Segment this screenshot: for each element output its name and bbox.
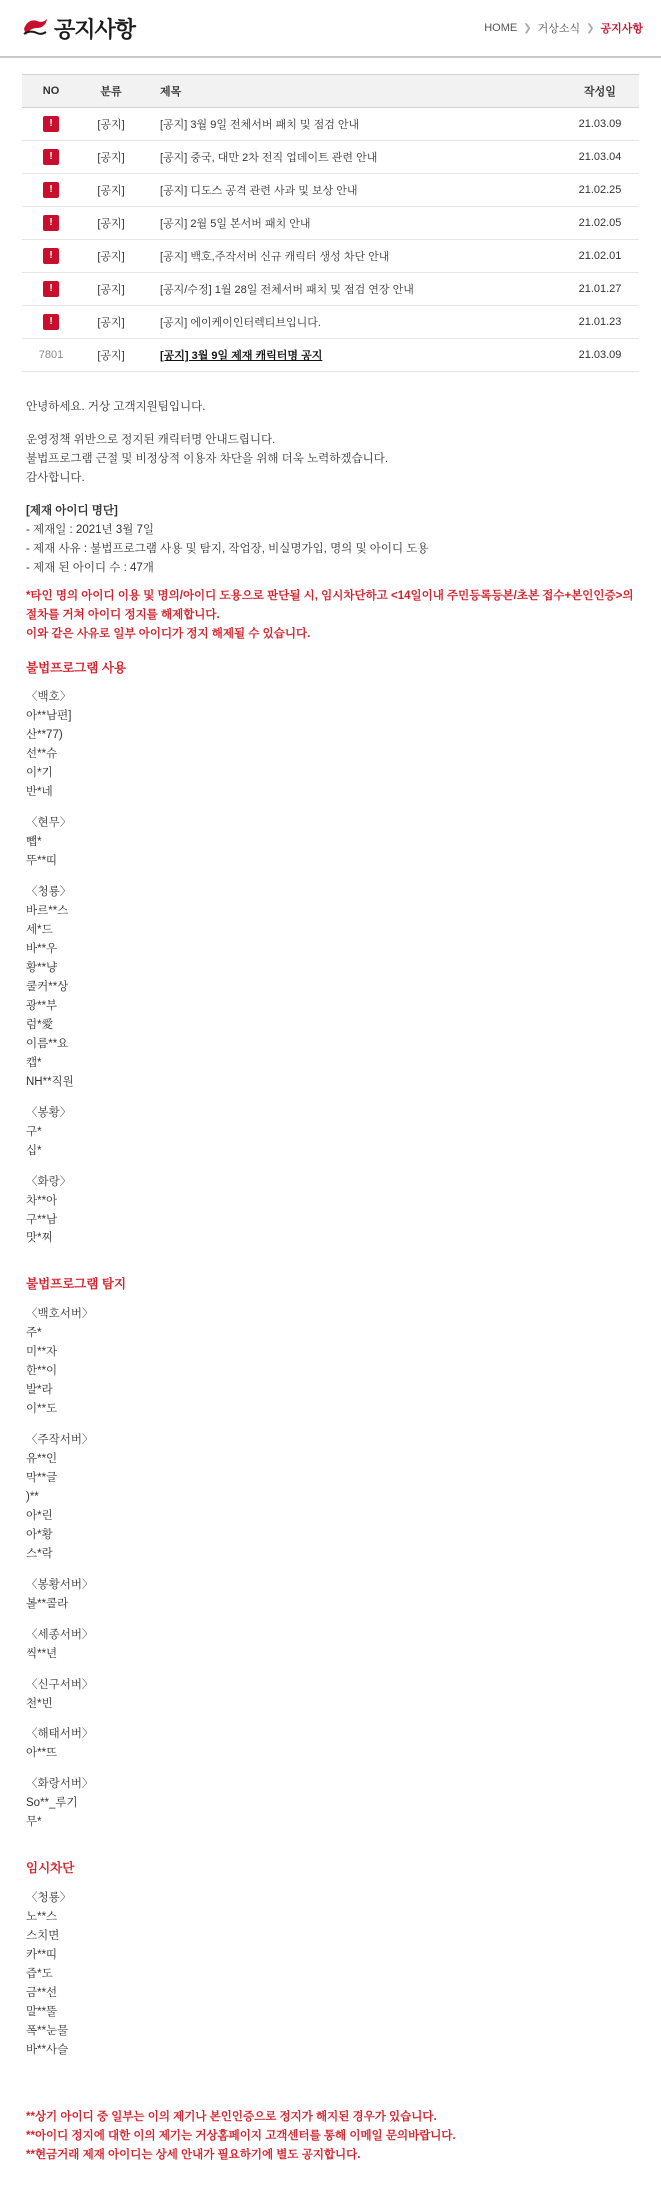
banned-name: 노**스 bbox=[26, 1910, 58, 1923]
server-group bbox=[26, 1889, 635, 2060]
banned-name: 막**글 bbox=[26, 1471, 58, 1484]
table-row[interactable] bbox=[22, 207, 639, 240]
breadcrumb-home[interactable]: HOME bbox=[484, 22, 518, 34]
breadcrumb-separator-icon: ❯ bbox=[586, 22, 595, 34]
row-title-cell bbox=[142, 273, 561, 306]
greeting-text: 안녕하세요. 거상 고객지원팀입니다. bbox=[26, 401, 206, 413]
row-category: [공지] bbox=[80, 174, 142, 207]
row-number bbox=[22, 174, 80, 207]
server-group bbox=[26, 1626, 635, 1664]
row-number bbox=[22, 141, 80, 174]
server-group bbox=[26, 883, 635, 1092]
notice-title-link[interactable]: [공지/수정] 1월 28일 전체서버 패치 및 점검 연장 안내 bbox=[160, 284, 414, 296]
intro-line-2: 불법프로그램 근절 및 비정상적 이용자 차단을 위해 더욱 노력하겠습니다. bbox=[26, 452, 389, 465]
banned-name: )** bbox=[26, 1490, 39, 1503]
column-header-no: NO bbox=[22, 75, 80, 108]
server-group bbox=[26, 1305, 635, 1419]
server-label: 〈봉황서버〉 bbox=[26, 1578, 94, 1591]
banned-name: 말**뚤 bbox=[26, 2005, 58, 2018]
banned-name: 스치면 bbox=[26, 1929, 60, 1942]
row-date: 21.03.09 bbox=[561, 108, 639, 141]
server-label: 〈신구서버〉 bbox=[26, 1678, 94, 1691]
intro-line-1: 운영정책 위반으로 정지된 캐릭터명 안내드립니다. bbox=[26, 433, 276, 446]
section-heading: 임시차단 bbox=[26, 1861, 75, 1876]
banned-name: 천*빈 bbox=[26, 1697, 53, 1710]
server-label: 〈화랑〉 bbox=[26, 1175, 72, 1188]
banned-name: 한**이 bbox=[26, 1364, 58, 1377]
table-header-row bbox=[22, 75, 639, 108]
intro-line-3: 감사합니다. bbox=[26, 471, 85, 484]
notice-badge-icon: ! bbox=[43, 215, 59, 231]
column-header-title: 제목 bbox=[142, 75, 561, 108]
breadcrumb-news[interactable]: 거상소식 bbox=[537, 23, 581, 35]
notice-badge-icon: ! bbox=[43, 248, 59, 264]
banned-name: 유**인 bbox=[26, 1452, 58, 1465]
notice-title-link[interactable]: [공지] 백호,주작서버 신규 캐릭터 생성 차단 안내 bbox=[160, 251, 390, 263]
row-category: [공지] bbox=[80, 240, 142, 273]
banned-name: 반*네 bbox=[26, 786, 53, 799]
banned-name: 산**77) bbox=[26, 729, 63, 742]
banned-name: 구**남 bbox=[26, 1213, 58, 1226]
banned-name: 무* bbox=[26, 1816, 42, 1829]
row-title-cell bbox=[142, 240, 561, 273]
row-title-cell bbox=[142, 141, 561, 174]
server-group bbox=[26, 1725, 635, 1763]
ban-sections bbox=[26, 658, 635, 2086]
row-number: 7801 bbox=[22, 339, 80, 372]
footer-note-2: **아이디 정지에 대한 이의 제기는 거상홈페이지 고객센터를 통해 이메일 문의바랍니다. bbox=[26, 2129, 456, 2142]
server-label: 〈세종서버〉 bbox=[26, 1628, 94, 1641]
server-label: 〈화랑서버〉 bbox=[26, 1778, 94, 1791]
banned-name: 바**사슬 bbox=[26, 2043, 69, 2056]
notice-table-body bbox=[22, 108, 639, 372]
server-label: 〈현무〉 bbox=[26, 817, 72, 830]
footer-note-3: **현금거래 제재 아이디는 상세 안내가 필요하기에 별도 공지합니다. bbox=[26, 2148, 361, 2161]
warning-line-1: *타인 명의 아이디 이용 및 명의/아이디 도용으로 판단될 시, 임시차단하고 <14일이내 주민등록등본/초본 접수+본인인증>의 절차를 거쳐 아이디 정지를 해제합니다. bbox=[26, 589, 634, 621]
breadcrumb-separator-icon: ❯ bbox=[523, 22, 532, 34]
notice-title-link[interactable]: [공지] 중국, 대만 2차 전직 업데이트 관련 안내 bbox=[160, 152, 378, 164]
server-label: 〈백호서버〉 bbox=[26, 1308, 94, 1321]
column-header-date: 작성일 bbox=[561, 75, 639, 108]
server-label: 〈백호〉 bbox=[26, 691, 72, 704]
breadcrumb bbox=[484, 20, 643, 36]
logo[interactable] bbox=[22, 13, 135, 44]
banned-name: 뚜**띠 bbox=[26, 855, 58, 868]
logo-text: 공지사항 bbox=[54, 16, 136, 42]
table-row[interactable] bbox=[22, 108, 639, 141]
banned-name: 폭**눈물 bbox=[26, 2024, 69, 2037]
banned-name: 선**슈 bbox=[26, 748, 58, 761]
notice-badge-icon: ! bbox=[43, 314, 59, 330]
server-group bbox=[26, 1576, 635, 1614]
row-date: 21.02.05 bbox=[561, 207, 639, 240]
row-number bbox=[22, 273, 80, 306]
section-spacer bbox=[26, 1260, 635, 1274]
banned-name: 주* bbox=[26, 1327, 42, 1340]
notice-badge-icon: ! bbox=[43, 182, 59, 198]
table-row[interactable] bbox=[22, 240, 639, 273]
server-group bbox=[26, 814, 635, 871]
notice-title-link[interactable]: [공지] 2월 5일 본서버 패치 안내 bbox=[160, 218, 311, 230]
banned-name: 맛*찌 bbox=[26, 1232, 53, 1245]
notice-badge-icon: ! bbox=[43, 116, 59, 132]
row-category: [공지] bbox=[80, 339, 142, 372]
row-date: 21.03.04 bbox=[561, 141, 639, 174]
banned-name: 광**부 bbox=[26, 999, 58, 1012]
row-category: [공지] bbox=[80, 207, 142, 240]
server-group bbox=[26, 1431, 635, 1564]
section-spacer bbox=[26, 2072, 635, 2086]
row-title-cell bbox=[142, 306, 561, 339]
row-date: 21.01.27 bbox=[561, 273, 639, 306]
server-group bbox=[26, 1173, 635, 1249]
banned-name: 캡* bbox=[26, 1056, 42, 1069]
banned-name: 씩**년 bbox=[26, 1647, 58, 1660]
banned-name: 아**남편] bbox=[26, 710, 72, 723]
row-number bbox=[22, 108, 80, 141]
notice-badge-icon: ! bbox=[43, 149, 59, 165]
banned-name: 아*황 bbox=[26, 1528, 53, 1541]
row-title-cell bbox=[142, 108, 561, 141]
site-header bbox=[0, 0, 661, 58]
summary-title: [제재 아이디 명단] bbox=[26, 504, 118, 517]
notice-title-link[interactable]: [공지] 에이케이인터렉티브입니다. bbox=[160, 317, 321, 329]
server-label: 〈해태서버〉 bbox=[26, 1728, 94, 1741]
row-category: [공지] bbox=[80, 273, 142, 306]
row-date: 21.02.01 bbox=[561, 240, 639, 273]
row-date: 21.01.23 bbox=[561, 306, 639, 339]
row-date: 21.02.25 bbox=[561, 174, 639, 207]
banned-name: 금**선 bbox=[26, 1986, 58, 1999]
banned-name: 쿨커**상 bbox=[26, 980, 69, 993]
breadcrumb-notice[interactable]: 공지사항 bbox=[600, 23, 643, 35]
banned-name: 즙*도 bbox=[26, 1967, 53, 1980]
section-heading: 불법프로그램 사용 bbox=[26, 660, 127, 675]
banned-name: 세*드 bbox=[26, 923, 53, 936]
banned-name: 차**아 bbox=[26, 1194, 58, 1207]
banned-name: 바르**스 bbox=[26, 904, 69, 917]
banned-name: 카**띠 bbox=[26, 1948, 58, 1961]
server-group bbox=[26, 1104, 635, 1161]
notice-title-link[interactable]: [공지] 3월 9일 전체서버 패치 및 점검 안내 bbox=[160, 119, 360, 131]
warning-line-2: 이와 같은 사유로 일부 아이디가 정지 해제될 수 있습니다. bbox=[26, 627, 311, 640]
banned-name: 뺍* bbox=[26, 836, 42, 849]
server-label: 〈주작서버〉 bbox=[26, 1433, 94, 1446]
article-content bbox=[0, 372, 661, 2205]
table-row[interactable] bbox=[22, 306, 639, 339]
summary-line-1: - 제재일 : 2021년 3월 7일 bbox=[26, 523, 155, 536]
table-row[interactable] bbox=[22, 141, 639, 174]
notice-title-link[interactable]: [공지] 3월 9일 제재 캐릭터명 공지 bbox=[160, 350, 323, 362]
row-number bbox=[22, 207, 80, 240]
notice-badge-icon: ! bbox=[43, 281, 59, 297]
row-category: [공지] bbox=[80, 108, 142, 141]
banned-name: 럼*愛 bbox=[26, 1018, 54, 1031]
banned-name: NH**직원 bbox=[26, 1075, 74, 1088]
table-row[interactable] bbox=[22, 174, 639, 207]
server-label: 〈청룡〉 bbox=[26, 886, 72, 898]
banned-name: 이름**요 bbox=[26, 1037, 69, 1050]
server-group bbox=[26, 1775, 635, 1832]
footer-notes bbox=[26, 2108, 635, 2165]
server-label: 〈청룡〉 bbox=[26, 1891, 72, 1904]
row-number bbox=[22, 240, 80, 273]
column-header-category: 분류 bbox=[80, 75, 142, 108]
row-category: [공지] bbox=[80, 306, 142, 339]
row-category: [공지] bbox=[80, 141, 142, 174]
crest-icon bbox=[22, 17, 48, 39]
section-heading: 불법프로그램 탐지 bbox=[26, 1277, 127, 1292]
banned-name: So**_루기 bbox=[26, 1797, 78, 1810]
banned-name: 이**도 bbox=[26, 1402, 58, 1415]
notice-table bbox=[22, 74, 639, 372]
notice-table-wrap bbox=[0, 58, 661, 372]
row-title-cell bbox=[142, 207, 561, 240]
banned-name: 발*라 bbox=[26, 1383, 53, 1396]
banned-name: 미**자 bbox=[26, 1346, 58, 1358]
banned-name: 구* bbox=[26, 1125, 42, 1138]
row-title-cell bbox=[142, 339, 561, 372]
summary-line-3: - 제재 된 아이디 수 : 47개 bbox=[26, 561, 154, 574]
banned-name: 볼**콜라 bbox=[26, 1597, 69, 1610]
row-number bbox=[22, 306, 80, 339]
banned-name: 바**우 bbox=[26, 942, 58, 955]
footer-note-1: **상기 아이디 중 일부는 이의 제기나 본인인증으로 정지가 해지된 경우가 있습니다. bbox=[26, 2110, 437, 2123]
banned-name: 십* bbox=[26, 1144, 42, 1157]
row-date: 21.03.09 bbox=[561, 339, 639, 372]
banned-name: 황**냥 bbox=[26, 961, 58, 974]
section-spacer bbox=[26, 1844, 635, 1858]
banned-name: 이*기 bbox=[26, 767, 53, 780]
server-label: 〈봉황〉 bbox=[26, 1106, 72, 1119]
notice-title-link[interactable]: [공지] 디도스 공격 관련 사과 및 보상 안내 bbox=[160, 185, 358, 197]
server-group bbox=[26, 1676, 635, 1714]
banned-name: 아*린 bbox=[26, 1509, 53, 1522]
table-row[interactable] bbox=[22, 273, 639, 306]
summary-line-2: - 제재 사유 : 불법프로그램 사용 및 탐지, 작업장, 비실명가입, 명의 및 아이디 도용 bbox=[26, 542, 429, 555]
banned-name: 아**뜨 bbox=[26, 1747, 58, 1760]
table-row[interactable] bbox=[22, 339, 639, 372]
server-group bbox=[26, 688, 635, 802]
row-title-cell bbox=[142, 174, 561, 207]
banned-name: 스*락 bbox=[26, 1547, 53, 1560]
